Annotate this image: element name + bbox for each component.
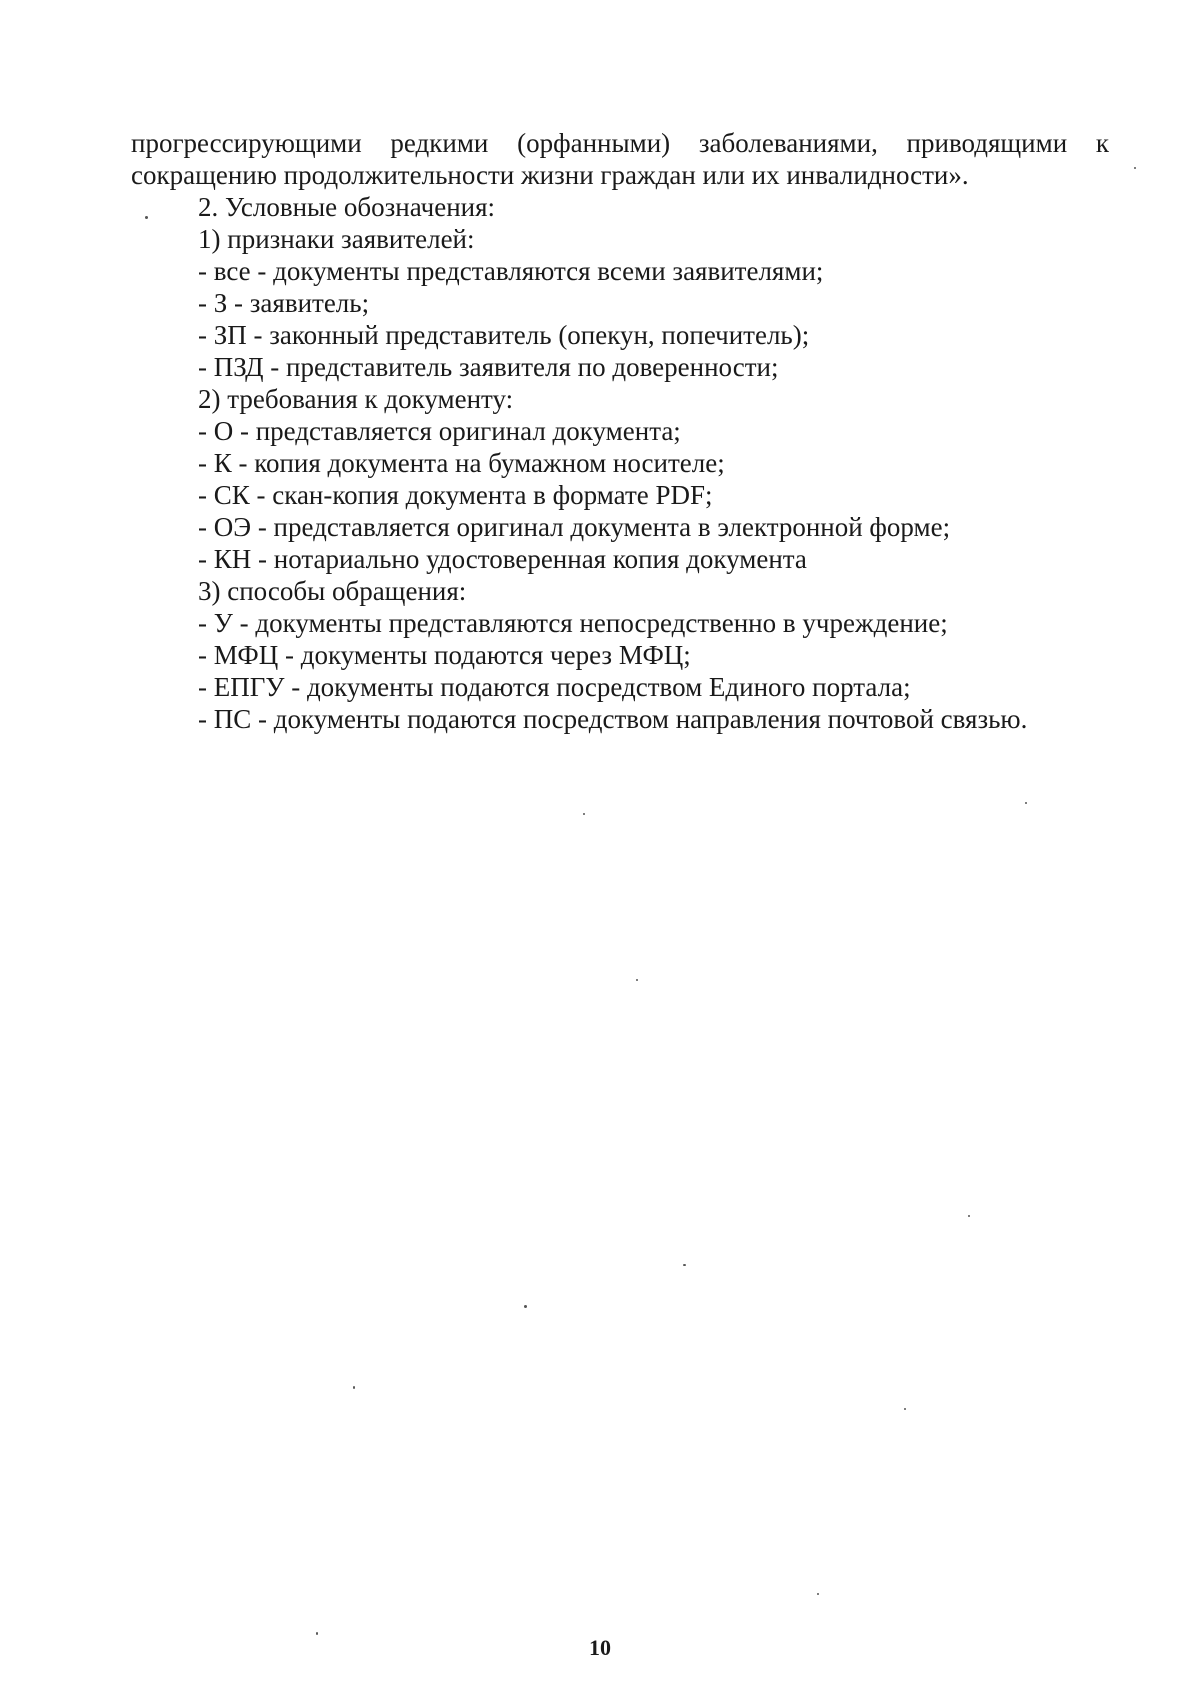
scan-speck (583, 813, 585, 815)
scan-speck (683, 1264, 686, 1266)
page-number: 10 (589, 1635, 611, 1660)
list-item: - все - документы представляются всеми заявителями; (198, 256, 824, 286)
list-item: - МФЦ - документы подаются через МФЦ; (198, 640, 691, 670)
scan-speck (1025, 802, 1027, 804)
applicants-heading: 1) признаки заявителей: (198, 224, 475, 254)
scan-speck (1134, 167, 1136, 169)
list-item: - СК - скан-копия документа в формате PDF; (198, 480, 713, 510)
list-item: - ОЭ - представляется оригинал документа в электронной форме; (198, 512, 951, 542)
scan-speck (968, 1215, 970, 1217)
paragraph-line: сокращению продолжительности жизни граждан или их инвалидности». (131, 160, 969, 190)
scan-speck (353, 1386, 355, 1389)
scan-speck (524, 1305, 527, 1308)
list-item: - ПЗД - представитель заявителя по доверенности; (198, 352, 779, 382)
list-item: - ПС - документы подаются посредством направления почтовой связью. (198, 704, 1028, 734)
scan-speck (904, 1408, 906, 1410)
list-item: - КН - нотариально удостоверенная копия документа (198, 544, 807, 574)
scan-speck (817, 1593, 819, 1595)
list-item: - О - представляется оригинал документа; (198, 416, 681, 446)
section-title: 2. Условные обозначения: (198, 192, 496, 222)
scan-speck (636, 979, 638, 981)
list-item: - ЗП - законный представитель (опекун, попечитель); (198, 320, 810, 350)
list-item: - З - заявитель; (198, 288, 370, 318)
list-item: - У - документы представляются непосредственно в учреждение; (198, 608, 948, 638)
paragraph-line: прогрессирующими редкими (орфанными) заболеваниями, приводящими к (131, 128, 1109, 158)
list-item: - К - копия документа на бумажном носителе; (198, 448, 725, 478)
list-item: - ЕПГУ - документы подаются посредством Единого портала; (198, 672, 911, 702)
requirements-heading: 2) требования к документу: (198, 384, 514, 414)
scan-speck (316, 1632, 318, 1635)
scan-speck (145, 216, 148, 219)
methods-heading: 3) способы обращения: (198, 576, 467, 606)
